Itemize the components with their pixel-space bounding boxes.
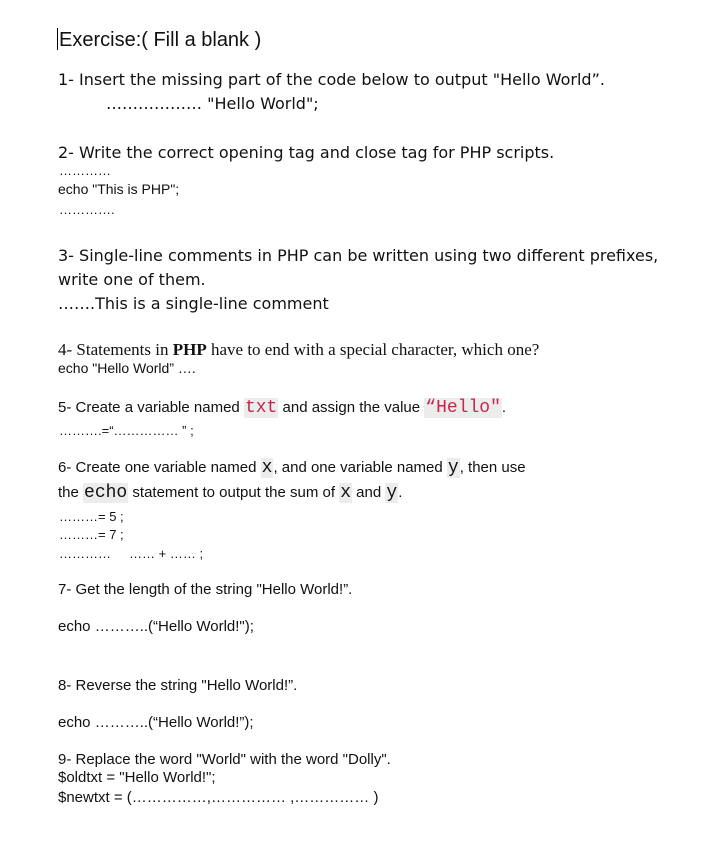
question-2-text: 2- Write the correct opening tag and close tag for PHP scripts. [58, 143, 555, 162]
question-8-code: echo ………..(“Hello World!”); [58, 714, 254, 731]
question-6-var-x-2: x [340, 483, 352, 503]
question-2-open-blank: ………… [59, 163, 111, 178]
question-6-var-x: x [261, 458, 273, 478]
question-6-line1-a: 6- Create one variable named [58, 459, 261, 476]
question-4-text-bold: PHP [172, 340, 207, 359]
question-1-text: 1- Insert the missing part of the code below to output "Hello World”. [58, 70, 605, 89]
text-cursor [57, 28, 58, 50]
question-9-text: 9- Replace the word "World" with the word "Dolly". [58, 751, 391, 768]
question-5-code: ……….=“…………… ” ; [59, 423, 194, 438]
question-7-code: echo ………..(“Hello World!"); [58, 618, 254, 635]
question-3-text-line2: write one of them. [58, 270, 206, 289]
question-1-code: ……………… "Hello World"; [106, 94, 319, 113]
question-7-text: 7- Get the length of the string "Hello World!”. [58, 581, 353, 598]
question-9-code-1: $oldtxt = "Hello World!"; [58, 769, 216, 786]
question-4-text-prefix: 4- Statements in [58, 340, 173, 359]
question-6-var-y: y [447, 458, 459, 478]
question-6-text-line2 [58, 484, 402, 502]
page-title: Exercise:( Fill a blank ) [59, 29, 262, 51]
question-5-text-middle: and assign the value [278, 399, 425, 416]
question-6-code-1: ………= 5 ; [59, 509, 124, 524]
question-6-line2-b: statement to output the sum of [128, 484, 340, 501]
question-5-text-end: . [501, 399, 507, 416]
question-6-text-line1 [58, 459, 526, 477]
question-5-text [58, 399, 506, 417]
question-6-code-2: ………= 7 ; [59, 527, 124, 542]
question-6-line2-d: . [398, 484, 403, 501]
question-2-close-blank: …………. [59, 202, 115, 217]
question-8-text: 8- Reverse the string "Hello World!”. [58, 677, 298, 694]
question-9-code-2: $newtxt = (……………,…………… ,…………… ) [58, 789, 379, 806]
question-4-text [58, 341, 539, 358]
question-2-code: echo "This is PHP"; [58, 181, 180, 197]
question-5-text-before: 5- Create a variable named [58, 399, 244, 416]
question-3-code: …….This is a single-line comment [58, 294, 329, 313]
question-6-code-3: ………… …… + …… ; [59, 546, 204, 561]
question-6-echo-keyword: echo [84, 483, 128, 503]
question-3-text-line1: 3- Single-line comments in PHP can be written using two different prefixes, [58, 246, 659, 265]
question-6-var-y-2: y [386, 483, 398, 503]
question-5-value: “Hello" [425, 398, 501, 418]
question-6-line2-c: and [352, 484, 386, 501]
question-4-text-suffix: have to end with a special character, which one? [206, 340, 540, 359]
question-5-var-name: txt [244, 398, 278, 418]
question-6-line1-c: , then use [459, 459, 526, 476]
question-6-line2-a: the [58, 484, 84, 501]
question-4-code: echo "Hello World” …. [58, 360, 196, 376]
question-6-line1-b: , and one variable named [273, 459, 447, 476]
